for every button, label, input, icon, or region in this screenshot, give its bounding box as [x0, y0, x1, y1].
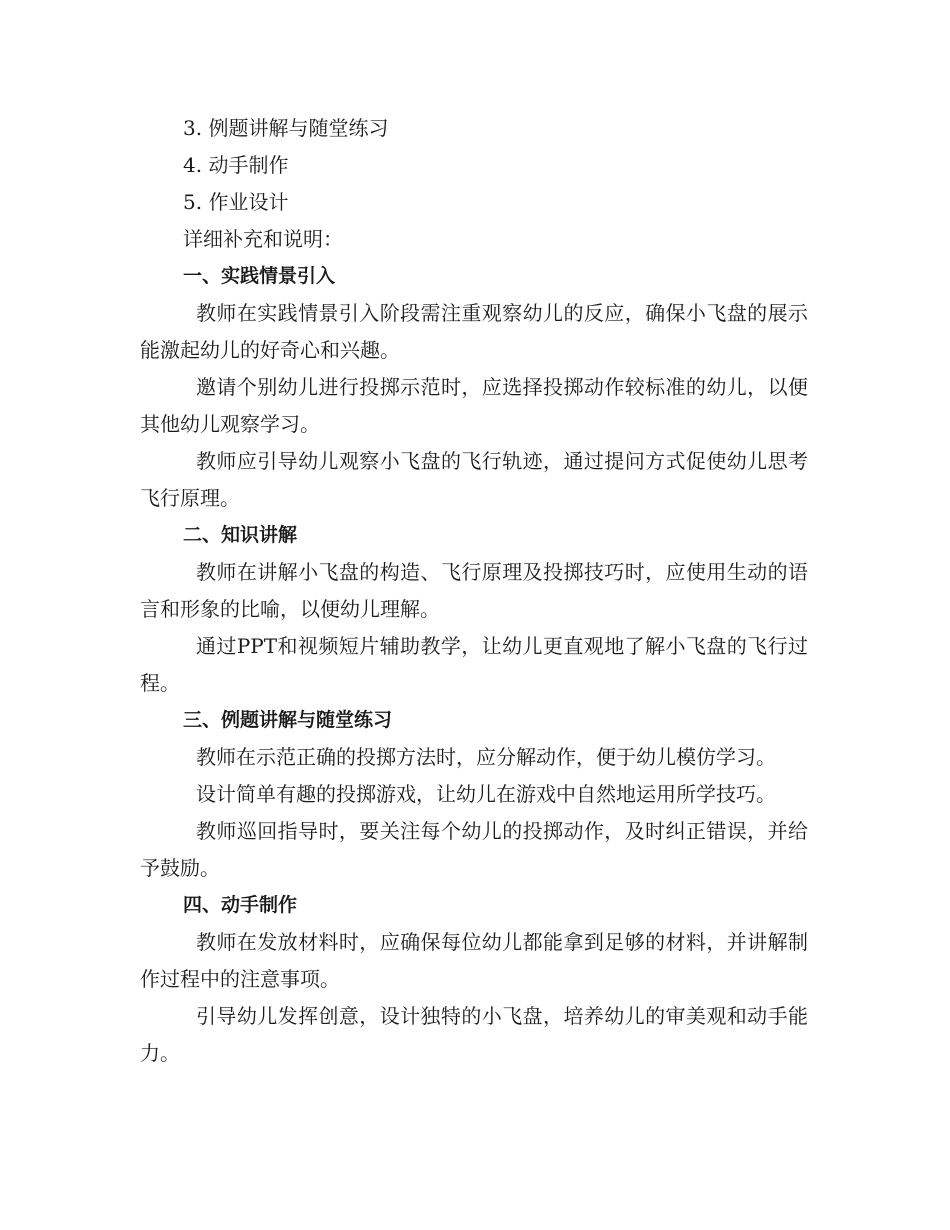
paragraph: 教师巡回指导时，要关注每个幼儿的投掷动作，及时纠正错误，并给予鼓励。: [140, 819, 808, 880]
paragraph: 教师应引导幼儿观察小飞盘的飞行轨迹，通过提问方式促使幼儿思考飞行原理。: [140, 449, 808, 510]
paragraph: 教师在发放材料时，应确保每位幼儿都能拿到足够的材料，并讲解制作过程中的注意事项。: [140, 930, 808, 991]
list-item: 3. 例题讲解与随堂练习: [183, 116, 389, 140]
intro-text: 详细补充和说明：: [183, 227, 343, 251]
paragraph: 教师在讲解小飞盘的构造、飞行原理及投掷技巧时，应使用生动的语言和形象的比喻，以便幼儿理解。: [140, 560, 808, 621]
paragraph: 通过PPT和视频短片辅助教学，让幼儿更直观地了解小飞盘的飞行过程。: [140, 634, 808, 695]
paragraph: 教师在实践情景引入阶段需注重观察幼儿的反应，确保小飞盘的展示能激起幼儿的好奇心和兴趣。: [140, 301, 808, 362]
paragraph: 设计简单有趣的投掷游戏，让幼儿在游戏中自然地运用所学技巧。: [196, 782, 776, 806]
document-body: [140, 110, 808, 1072]
paragraph: 教师在示范正确的投掷方法时，应分解动作，便于幼儿模仿学习。: [196, 745, 776, 769]
list-item: 4. 动手制作: [183, 153, 289, 177]
section-heading: 四、动手制作: [183, 894, 298, 916]
section-heading: 三、例题讲解与随堂练习: [183, 709, 393, 731]
section-heading: 二、知识讲解: [183, 524, 298, 546]
section-heading: 一、实践情景引入: [183, 265, 336, 287]
paragraph: 邀请个别幼儿进行投掷示范时，应选择投掷动作较标准的幼儿，以便其他幼儿观察学习。: [140, 375, 808, 436]
paragraph: 引导幼儿发挥创意，设计独特的小飞盘，培养幼儿的审美观和动手能力。: [140, 1004, 808, 1065]
list-item: 5. 作业设计: [183, 190, 289, 214]
